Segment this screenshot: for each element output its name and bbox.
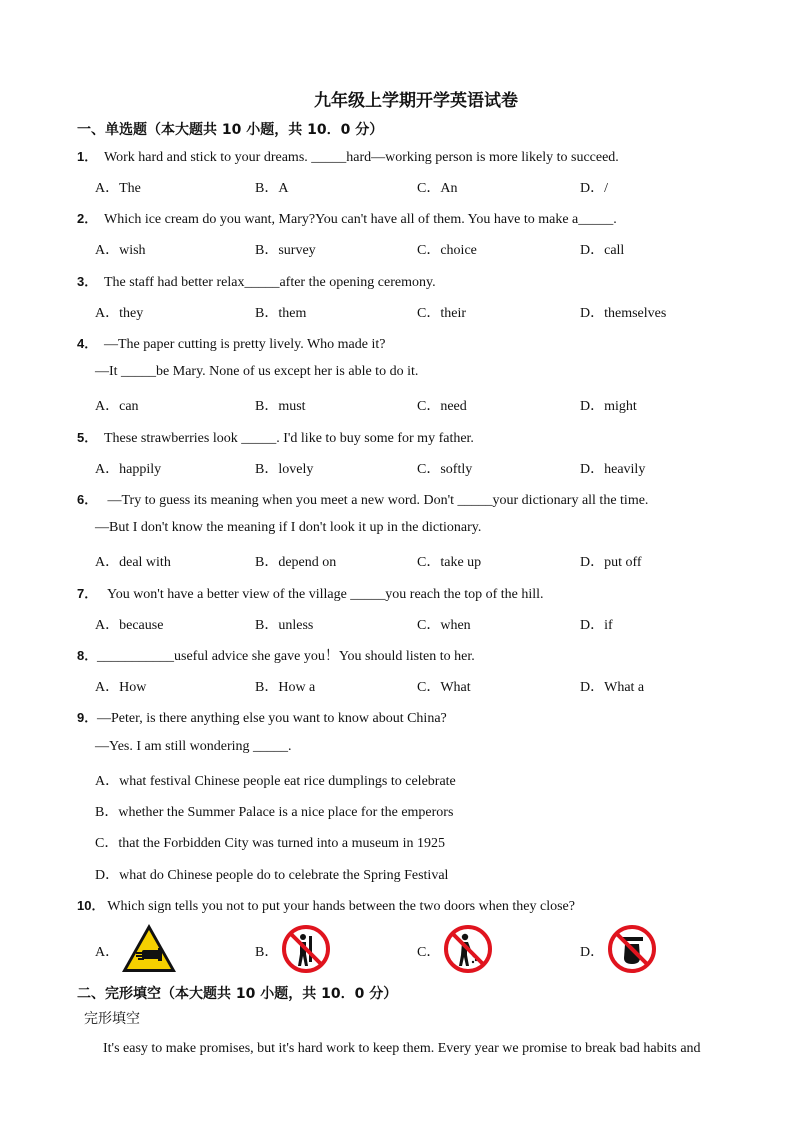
question-10: 10． Which sign tells you not to put your hands between the two doors when they close? — [77, 898, 575, 914]
q6-option-a[interactable]: A．deal with — [95, 555, 171, 570]
question-6-options — [95, 551, 775, 571]
section-heading-single-choice: 一、单选题（本大题共 10 小题，共 10．0 分） — [77, 122, 384, 138]
question-9-line-2: —Yes. I am still wondering _____. — [95, 739, 292, 754]
no-littering-sign-icon[interactable] — [443, 924, 493, 974]
q4-option-d[interactable]: D．might — [580, 399, 637, 414]
q2-option-d[interactable]: D．call — [580, 243, 625, 258]
q3-option-c[interactable]: C．their — [417, 306, 466, 321]
question-7: 7． You won't have a better view of the village _____you reach the top of the hill. — [77, 586, 544, 602]
question-6: 6． —Try to guess its meaning when you meet a new word. Don't _____your dictionary all the time. — [77, 492, 649, 508]
question-3: 3． The staff had better relax_____after the opening ceremony. — [77, 274, 436, 290]
q9-option-a[interactable]: A．what festival Chinese people eat rice dumplings to celebrate — [95, 774, 456, 789]
question-1-options — [95, 177, 775, 197]
q5-option-c[interactable]: C．softly — [417, 462, 473, 477]
section-heading-cloze: 二、完形填空（本大题共 10 小题，共 10．0 分） — [77, 986, 398, 1002]
question-4-options — [95, 395, 775, 415]
question-9: 9．—Peter, is there anything else you want to know about China? — [77, 710, 447, 726]
q10-option-a[interactable]: A． — [95, 945, 120, 960]
q7-option-d[interactable]: D．if — [580, 618, 613, 633]
question-5-options — [95, 458, 775, 478]
q2-option-a[interactable]: A．wish — [95, 243, 146, 258]
q8-option-b[interactable]: B．How a — [255, 680, 316, 695]
q9-option-d[interactable]: D．what do Chinese people do to celebrate the Spring Festival — [95, 868, 449, 883]
q10-option-c[interactable]: C． — [417, 945, 441, 960]
q4-option-c[interactable]: C．need — [417, 399, 467, 414]
q6-option-b[interactable]: B．depend on — [255, 555, 337, 570]
q6-option-c[interactable]: C．take up — [417, 555, 482, 570]
q3-option-d[interactable]: D．themselves — [580, 306, 667, 321]
question-10-options — [95, 941, 775, 961]
q1-option-b[interactable]: B．A — [255, 181, 289, 196]
q8-option-d[interactable]: D．What a — [580, 680, 645, 695]
question-4: 4． —The paper cutting is pretty lively. Who made it? — [77, 336, 386, 352]
cloze-subheading: 完形填空 — [84, 1011, 140, 1027]
q7-option-c[interactable]: C．when — [417, 618, 471, 633]
q1-option-c[interactable]: C．An — [417, 181, 458, 196]
q1-option-d[interactable]: D．/ — [580, 181, 608, 196]
q5-option-a[interactable]: A．happily — [95, 462, 162, 477]
page-title: 九年级上学期开学英语试卷 — [314, 91, 518, 111]
question-2: 2． Which ice cream do you want, Mary?You can't have all of them. You have to make a_____. — [77, 211, 617, 227]
question-7-options — [95, 614, 775, 634]
q9-option-c[interactable]: C．that the Forbidden City was turned into a museum in 1925 — [95, 836, 445, 851]
q10-option-d[interactable]: D． — [580, 945, 605, 960]
question-4-line-2: —It _____be Mary. None of us except her is able to do it. — [95, 364, 419, 379]
question-8: 8．___________useful advice she gave you！You should listen to her. — [77, 648, 475, 664]
q3-option-a[interactable]: A．they — [95, 306, 144, 321]
no-hands-between-doors-sign-icon[interactable] — [607, 924, 657, 974]
q4-option-b[interactable]: B．must — [255, 399, 306, 414]
question-2-options — [95, 239, 775, 259]
q7-option-a[interactable]: A．because — [95, 618, 164, 633]
cloze-paragraph: It's easy to make promises, but it's hard work to keep them. Every year we promise to break bad habits and — [103, 1041, 701, 1056]
q2-option-b[interactable]: B．survey — [255, 243, 316, 258]
q8-option-c[interactable]: C．What — [417, 680, 471, 695]
question-1: 1． Work hard and stick to your dreams. _____hard—working person is more likely to succeed. — [77, 149, 619, 165]
q4-option-a[interactable]: A．can — [95, 399, 139, 414]
q9-option-b[interactable]: B．whether the Summer Palace is a nice place for the emperors — [95, 805, 454, 820]
q7-option-b[interactable]: B．unless — [255, 618, 314, 633]
question-3-options — [95, 302, 775, 322]
q10-option-b[interactable]: B． — [255, 945, 279, 960]
q2-option-c[interactable]: C．choice — [417, 243, 477, 258]
q1-option-a[interactable]: A．The — [95, 181, 141, 196]
q5-option-d[interactable]: D．heavily — [580, 462, 646, 477]
no-entry-person-sign-icon[interactable] — [281, 924, 331, 974]
question-8-options — [95, 676, 775, 696]
question-6-line-2: —But I don't know the meaning if I don't look it up in the dictionary. — [95, 520, 482, 535]
question-5: 5． These strawberries look _____. I'd like to buy some for my father. — [77, 430, 474, 446]
q3-option-b[interactable]: B．them — [255, 306, 307, 321]
q6-option-d[interactable]: D．put off — [580, 555, 642, 570]
q8-option-a[interactable]: A．How — [95, 680, 147, 695]
q5-option-b[interactable]: B．lovely — [255, 462, 314, 477]
hand-warning-sign-icon[interactable] — [120, 922, 178, 974]
